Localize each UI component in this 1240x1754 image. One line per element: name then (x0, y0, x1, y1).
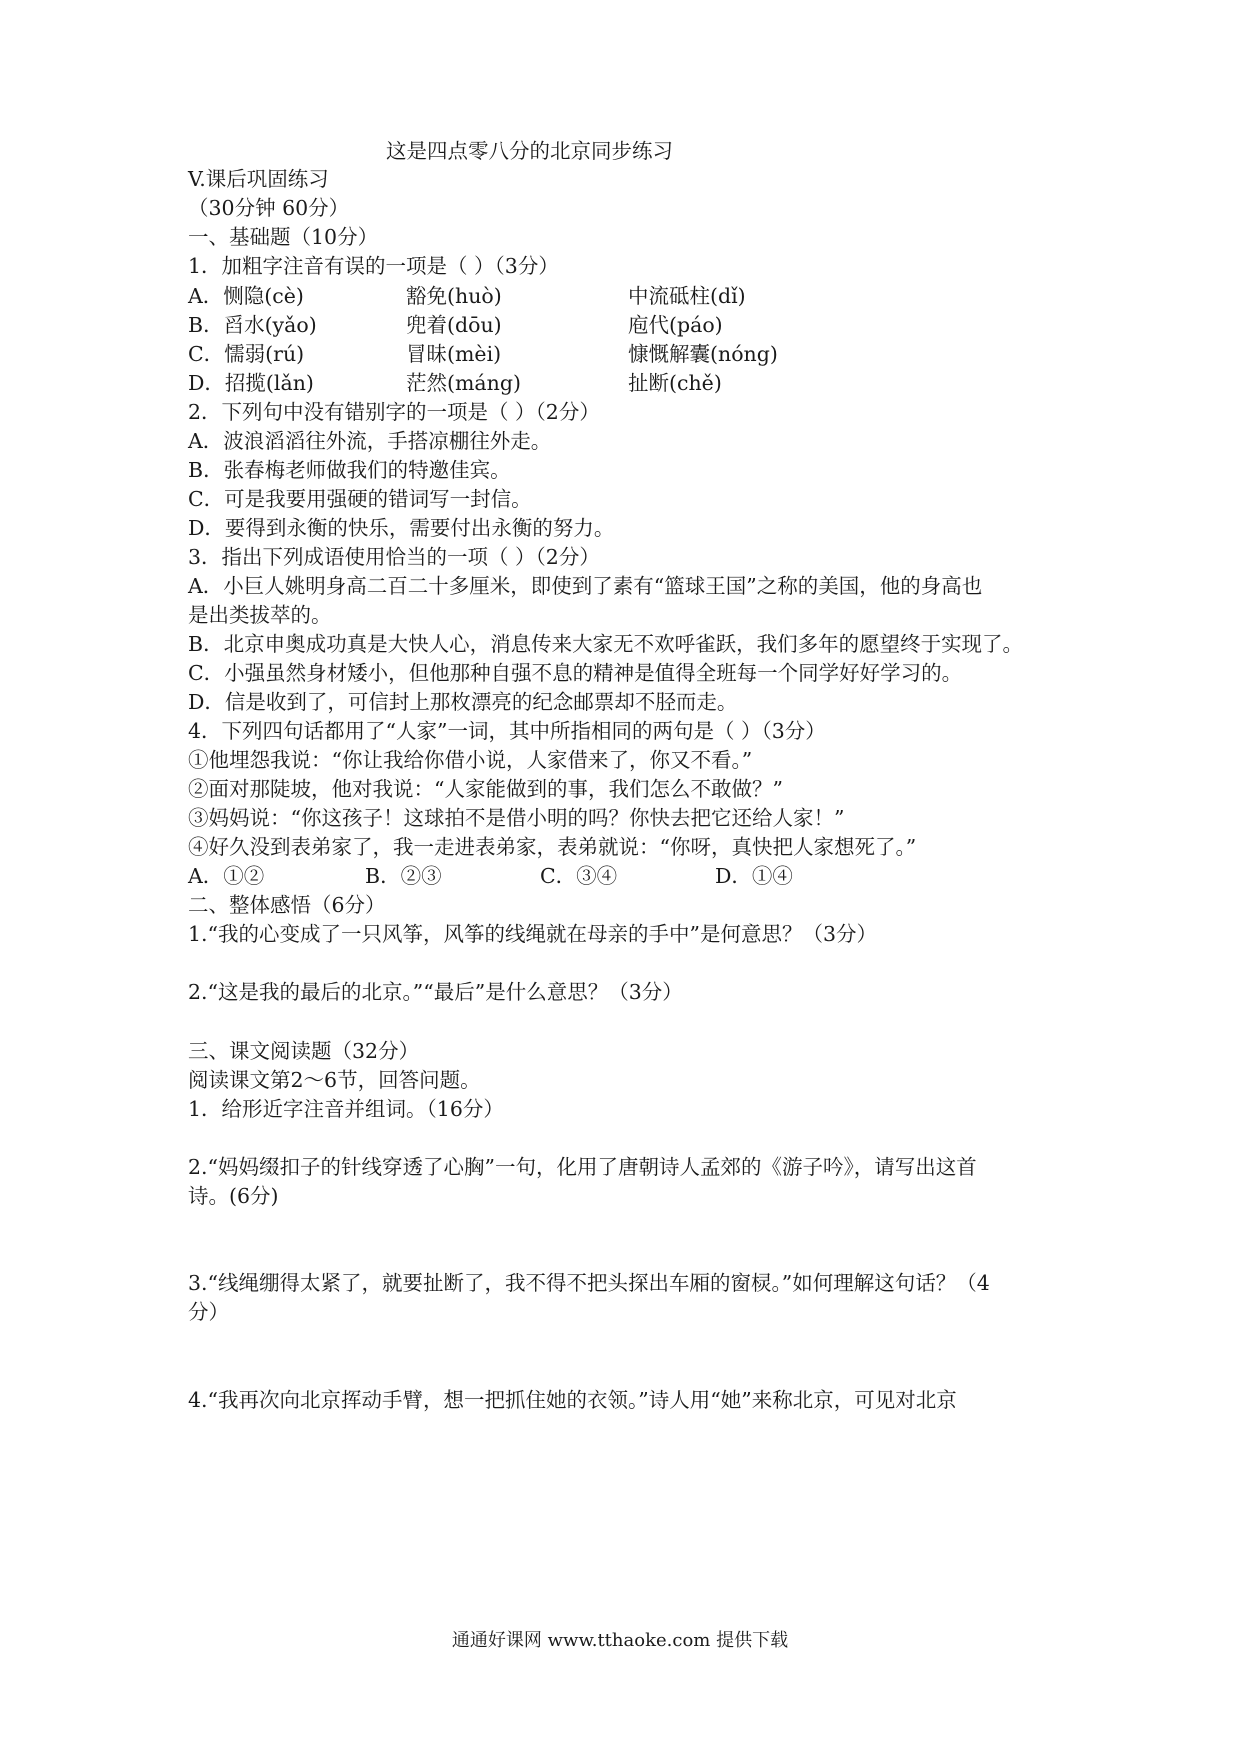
q4-options (188, 862, 1088, 890)
q2-option-d: D．要得到永衡的快乐，需要付出永衡的努力。 (188, 516, 615, 540)
q1-option-d: D．招揽(lǎn) (188, 371, 314, 395)
q3-option-d: D．信是收到了，可信封上那枚漂亮的纪念邮票却不胫而走。 (188, 690, 738, 714)
part3-heading: 三、课文阅读题（32分） (188, 1039, 420, 1063)
q4-option-c: C．③④ (540, 864, 618, 888)
q2-stem: 2．下列句中没有错别字的一项是（ ）（2分） (188, 400, 600, 424)
q1-option-a-3: 中流砥柱(dǐ) (628, 284, 746, 308)
q4-stem: 4．下列四句话都用了“人家”一词，其中所指相同的两句是（ ）（3分） (188, 719, 826, 743)
q1-option-a-2: 豁免(huò) (406, 284, 502, 308)
q2-option-c: C．可是我要用强硬的错词写一封信。 (188, 487, 532, 511)
q1-option-row (188, 369, 1088, 397)
q2-option-b: B．张春梅老师做我们的特邀佳宾。 (188, 458, 511, 482)
q1-option-d-2: 茫然(máng) (406, 371, 521, 395)
q1-option-c-2: 冒昧(mèi) (406, 342, 502, 366)
q1-stem: 1．加粗字注音有误的一项是（ ）（3分） (188, 254, 559, 278)
part3-q3-cont: 分） (188, 1300, 229, 1324)
part3-q3: 3.“线绳绷得太紧了，就要扯断了，我不得不把头探出车厢的窗棂。”如何理解这句话？（4 (188, 1271, 990, 1295)
part3-intro: 阅读课文第2～6节，回答问题。 (188, 1068, 481, 1092)
part3-q4: 4.“我再次向北京挥动手臂，想一把抓住她的衣领。”诗人用“她”来称北京，可见对北京 (188, 1388, 957, 1412)
q4-sentence-1: ①他埋怨我说：“你让我给你借小说，人家借来了，你又不看。” (188, 748, 753, 772)
q4-sentence-2: ②面对那陡坡，他对我说：“人家能做到的事，我们怎么不敢做？” (188, 777, 783, 801)
q1-option-a: A．恻隐(cè) (188, 284, 304, 308)
q1-option-b: B．舀水(yǎo) (188, 313, 317, 337)
q4-sentence-4: ④好久没到表弟家了，我一走进表弟家，表弟就说：“你呀，真快把人家想死了。” (188, 835, 917, 859)
q1-option-row (188, 340, 1088, 368)
q4-option-b: B．②③ (365, 864, 442, 888)
q4-sentence-3: ③妈妈说：“你这孩子！这球拍不是借小明的吗？你快去把它还给人家！” (188, 806, 845, 830)
footer-credit: 通通好课网 www.tthaoke.com 提供下载 (451, 1630, 789, 1651)
part3-q2-cont: 诗。(6分) (188, 1184, 279, 1208)
part1-heading: 一、基础题（10分） (188, 225, 379, 249)
part2-q1: 1.“我的心变成了一只风筝，风筝的线绳就在母亲的手中”是何意思？（3分） (188, 922, 878, 946)
worksheet-title: 这是四点零八分的北京同步练习 (386, 139, 673, 163)
q1-option-c: C．懦弱(rú) (188, 342, 305, 366)
q1-option-row (188, 311, 1088, 339)
section-heading: V.课后巩固练习 (188, 167, 329, 191)
time-score: （30分钟 60分） (188, 196, 350, 220)
q2-option-a: A．波浪滔滔往外流，手搭凉棚往外走。 (188, 429, 552, 453)
part3-q1: 1．给形近字注音并组词。（16分） (188, 1097, 504, 1121)
q3-option-c: C．小强虽然身材矮小，但他那种自强不息的精神是值得全班每一个同学好好学习的。 (188, 661, 963, 685)
q1-option-d-3: 扯断(chě) (628, 371, 722, 395)
part3-q2: 2.“妈妈缀扣子的针线穿透了心胸”一句，化用了唐朝诗人孟郊的《游子吟》，请写出这首 (188, 1155, 977, 1179)
q4-option-a: A．①② (188, 864, 265, 888)
q1-option-b-2: 兜着(dōu) (406, 313, 502, 337)
q3-option-a: A．小巨人姚明身高二百二十多厘米，即使到了素有“篮球王国”之称的美国，他的身高也 (188, 574, 983, 598)
q3-option-a-cont: 是出类拔萃的。 (188, 603, 332, 627)
part2-q2: 2.“这是我的最后的北京。”“最后”是什么意思？（3分） (188, 980, 683, 1004)
q4-option-d: D．①④ (715, 864, 793, 888)
q1-option-b-3: 庖代(páo) (628, 313, 723, 337)
q3-stem: 3．指出下列成语使用恰当的一项（ ）（2分） (188, 545, 600, 569)
q1-option-c-3: 慷慨解囊(nóng) (628, 342, 778, 366)
part2-heading: 二、整体感悟（6分） (188, 893, 386, 917)
q1-option-row (188, 282, 1088, 310)
q3-option-b: B．北京申奥成功真是大快人心，消息传来大家无不欢呼雀跃，我们多年的愿望终于实现了。 (188, 632, 1024, 656)
